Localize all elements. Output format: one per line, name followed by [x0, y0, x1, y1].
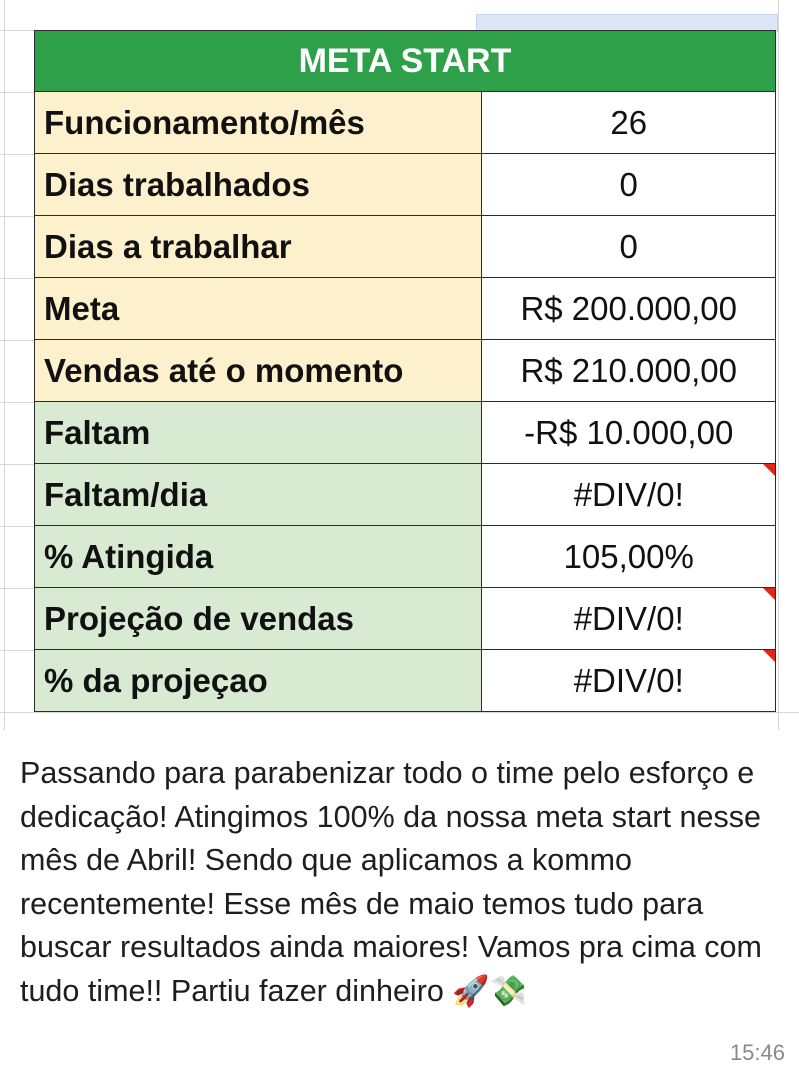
gridline [0, 278, 34, 279]
chat-message [20, 752, 790, 1013]
table-row [35, 526, 776, 588]
row-value-text: #DIV/0! [573, 475, 684, 513]
row-label[interactable]: Faltam [35, 402, 482, 464]
message-text: Passando para parabenizar todo o time pelo esforço e dedicação! Atingimos 100% da nossa meta start nesse mês de Abril! Sendo que aplicamos a kommo recentemente! Esse mês de maio temos tudo para buscar resultados ainda maiores! Vamos pra cima com tudo time!! Partiu fazer dinheiro [20, 756, 762, 1008]
rocket-money-emoji-icon: 🚀💸 [452, 973, 528, 1009]
gridline [0, 402, 34, 403]
row-value-text: R$ 210.000,00 [520, 351, 737, 389]
gridline [4, 0, 5, 730]
row-label[interactable]: % Atingida [35, 526, 482, 588]
row-value[interactable] [482, 154, 776, 216]
row-value[interactable] [482, 402, 776, 464]
table-row [35, 154, 776, 216]
table-row [35, 588, 776, 650]
table-header-row [35, 31, 776, 92]
row-value-text: #DIV/0! [573, 599, 684, 637]
row-value-text: -R$ 10.000,00 [524, 413, 734, 451]
row-value[interactable] [482, 650, 776, 712]
row-label[interactable]: Dias trabalhados [35, 154, 482, 216]
row-value[interactable] [482, 278, 776, 340]
table-row [35, 650, 776, 712]
comment-flag-icon[interactable] [763, 464, 775, 476]
row-label[interactable]: Projeção de vendas [35, 588, 482, 650]
comment-flag-icon[interactable] [763, 650, 775, 662]
row-label[interactable]: Funcionamento/mês [35, 92, 482, 154]
gridline [778, 0, 779, 730]
row-value-text: 0 [619, 165, 638, 203]
gridline [0, 216, 34, 217]
row-label[interactable]: % da projeçao [35, 650, 482, 712]
row-value[interactable] [482, 340, 776, 402]
meta-start-table [34, 30, 776, 712]
gridline [0, 340, 34, 341]
gridline [0, 92, 34, 93]
row-value-text: 26 [610, 103, 648, 141]
row-value-text: R$ 200.000,00 [520, 289, 737, 327]
table-row [35, 464, 776, 526]
gridline [0, 588, 34, 589]
gridline [0, 650, 34, 651]
gridline [0, 712, 799, 713]
table-title[interactable]: META START [35, 31, 776, 92]
row-value[interactable] [482, 216, 776, 278]
row-value[interactable] [482, 464, 776, 526]
row-label[interactable]: Vendas até o momento [35, 340, 482, 402]
row-value-text: 0 [619, 227, 638, 265]
row-label[interactable]: Meta [35, 278, 482, 340]
row-value[interactable] [482, 92, 776, 154]
row-label[interactable]: Dias a trabalhar [35, 216, 482, 278]
gridline [0, 30, 34, 31]
gridline [0, 464, 34, 465]
row-value-text: #DIV/0! [573, 661, 684, 699]
row-value[interactable] [482, 588, 776, 650]
row-value[interactable] [482, 526, 776, 588]
table-row [35, 402, 776, 464]
table-row [35, 278, 776, 340]
message-timestamp: 15:46 [729, 1040, 785, 1065]
table-row [35, 216, 776, 278]
gridline [0, 154, 34, 155]
comment-flag-icon[interactable] [763, 588, 775, 600]
row-value-text: 105,00% [563, 537, 694, 575]
table-row [35, 92, 776, 154]
gridline [0, 526, 34, 527]
row-label[interactable]: Faltam/dia [35, 464, 482, 526]
table-row [35, 340, 776, 402]
